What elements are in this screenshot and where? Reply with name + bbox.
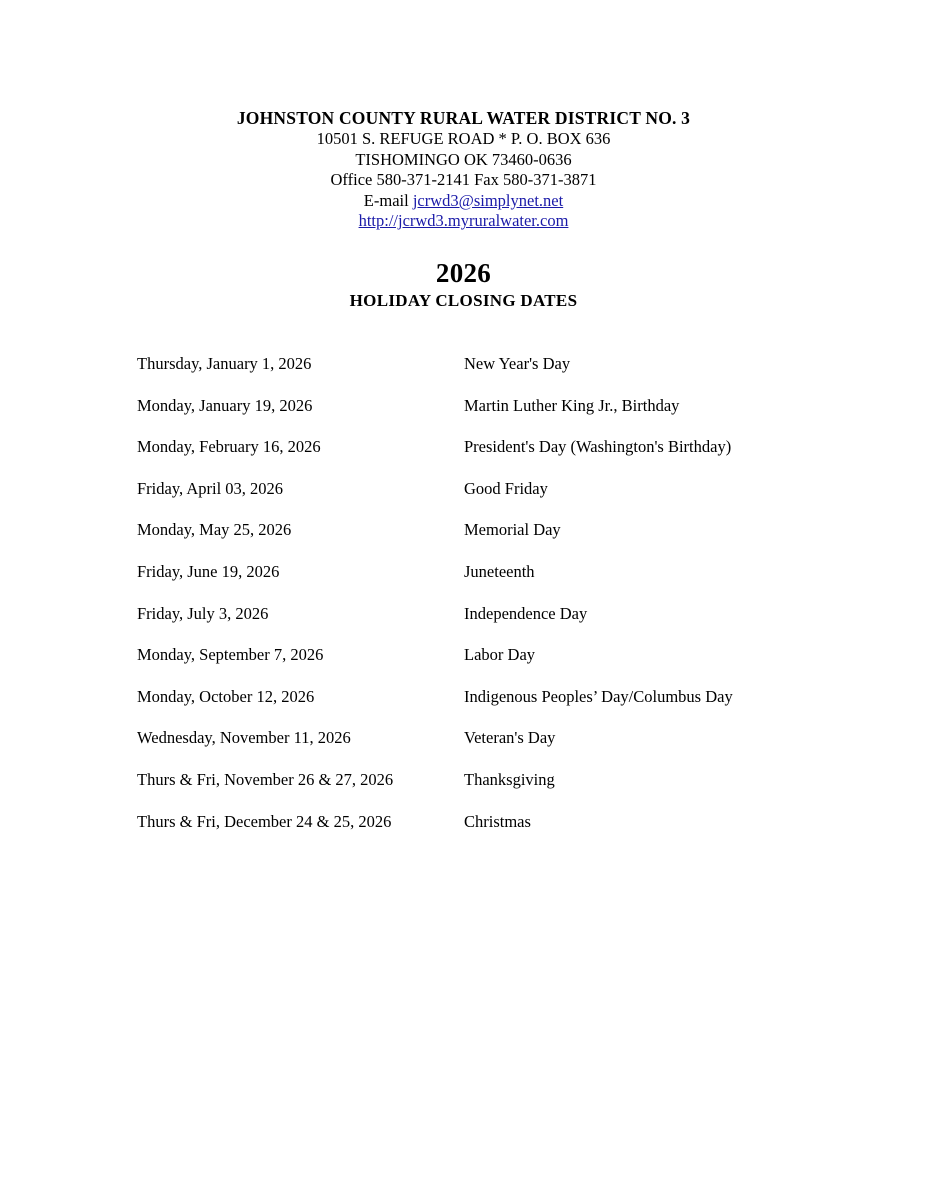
holiday-date: Friday, July 3, 2026: [137, 603, 269, 623]
holiday-date: Wednesday, November 11, 2026: [137, 728, 351, 748]
holiday-name: Labor Day: [464, 645, 536, 665]
holiday-name: Memorial Day: [464, 520, 561, 540]
organization-name: JOHNSTON COUNTY RURAL WATER DISTRICT NO. 3: [236, 108, 691, 128]
website-link[interactable]: http://jcrwd3.myruralwater.com: [358, 211, 569, 231]
holiday-name: Martin Luther King Jr., Birthday: [464, 395, 680, 415]
holiday-name: President's Day (Washington's Birthday): [464, 437, 732, 457]
holiday-date: Thursday, January 1, 2026: [137, 354, 312, 373]
holiday-row: [137, 520, 837, 562]
email-link[interactable]: jcrwd3@simplynet.net: [412, 190, 564, 210]
holiday-name: New Year's Day: [464, 354, 571, 373]
website-line: [0, 211, 927, 232]
letterhead: [0, 108, 927, 232]
holiday-row: [137, 479, 837, 521]
holiday-date: Monday, February 16, 2026: [137, 437, 321, 457]
holiday-date: Thurs & Fri, December 24 & 25, 2026: [137, 811, 392, 831]
holiday-name: Juneteenth: [464, 561, 535, 581]
holiday-date: Monday, October 12, 2026: [137, 686, 315, 706]
holiday-date: Friday, April 03, 2026: [137, 478, 284, 498]
title-block: [0, 258, 927, 311]
holiday-row: [137, 396, 837, 438]
address-line-street: 10501 S. REFUGE ROAD * P. O. BOX 636: [316, 129, 611, 148]
holiday-row: [137, 354, 837, 396]
page-subtitle: HOLIDAY CLOSING DATES: [349, 291, 578, 310]
holiday-date: Monday, September 7, 2026: [137, 645, 324, 665]
holiday-row: [137, 437, 837, 479]
holiday-list: [137, 354, 837, 853]
holiday-name: Christmas: [464, 811, 531, 831]
holiday-name: Veteran's Day: [464, 728, 556, 748]
address-line-city-state-zip: TISHOMINGO OK 73460-0636: [355, 149, 572, 169]
holiday-date: Monday, May 25, 2026: [137, 520, 292, 540]
holiday-row: [137, 604, 837, 646]
email-line: [0, 191, 927, 212]
holiday-name: Thanksgiving: [464, 769, 555, 789]
holiday-row: [137, 562, 837, 604]
holiday-row: [137, 687, 837, 729]
holiday-name: Indigenous Peoples’ Day/Columbus Day: [464, 686, 733, 706]
holiday-date: Friday, June 19, 2026: [137, 561, 280, 581]
phone-fax-line: Office 580-371-2141 Fax 580-371-3871: [330, 170, 597, 190]
holiday-date: Monday, January 19, 2026: [137, 395, 313, 415]
holiday-row: [137, 770, 837, 812]
holiday-row: [137, 728, 837, 770]
holiday-name: Independence Day: [464, 603, 588, 623]
email-label: E-mail: [363, 190, 413, 210]
page-title-year: 2026: [435, 258, 492, 288]
holiday-name: Good Friday: [464, 478, 548, 498]
holiday-row: [137, 645, 837, 687]
holiday-date: Thurs & Fri, November 26 & 27, 2026: [137, 769, 394, 789]
holiday-row: [137, 812, 837, 854]
